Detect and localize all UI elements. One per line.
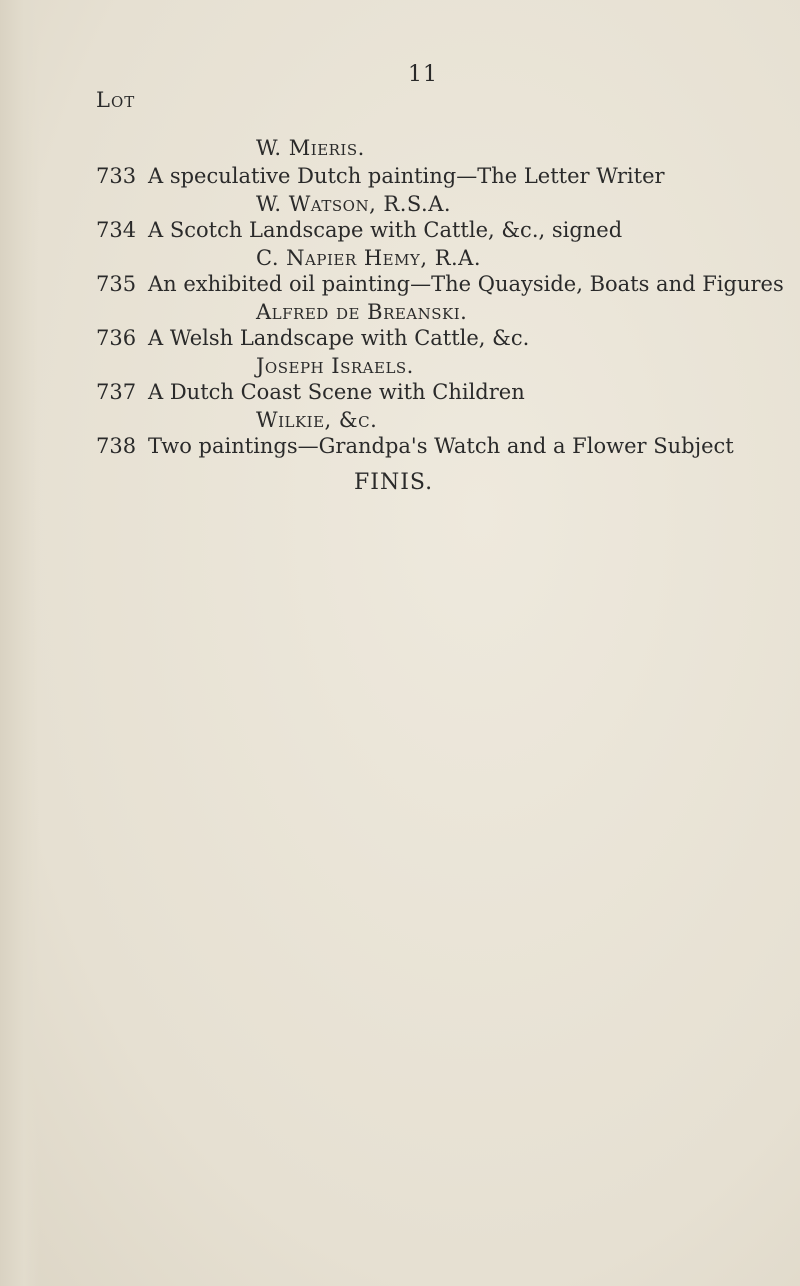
lot-entry [96,380,525,410]
lot-number: 735 [96,272,137,296]
artist-name: Wilkie, &c. [256,408,378,432]
page-number: 11 [408,62,438,87]
lot-number: 733 [96,164,137,188]
artist-name: C. Napier Hemy, R.A. [256,246,482,270]
artist-name: Joseph Israels. [256,354,414,378]
page-edge-shadow [0,0,40,1286]
artist-name: Alfred de Breanski. [256,300,468,324]
artist-name: W. Watson, R.S.A. [256,192,452,216]
lot-entry [96,434,734,464]
artist-name: W. Mieris. [256,136,365,160]
lot-entry [96,164,665,194]
lot-description: A Dutch Coast Scene with Children [148,380,525,404]
lot-description: A Scotch Landscape with Cattle, &c., signed [148,218,623,242]
lot-column-heading: Lot [96,88,136,112]
lot-description: A speculative Dutch painting—The Letter Writer [148,164,665,188]
lot-number: 734 [96,218,137,242]
lot-number: 738 [96,434,137,458]
lot-description: An exhibited oil painting—The Quayside, Boats and Figures [148,272,784,296]
lot-number: 736 [96,326,137,350]
lot-entry [96,272,784,302]
lot-entry [96,218,622,248]
closing-word: FINIS. [354,470,434,495]
lot-description: A Welsh Landscape with Cattle, &c. [148,326,530,350]
lot-number: 737 [96,380,137,404]
lot-description: Two paintings—Grandpa's Watch and a Flower Subject [148,434,734,458]
lot-entry [96,326,529,356]
